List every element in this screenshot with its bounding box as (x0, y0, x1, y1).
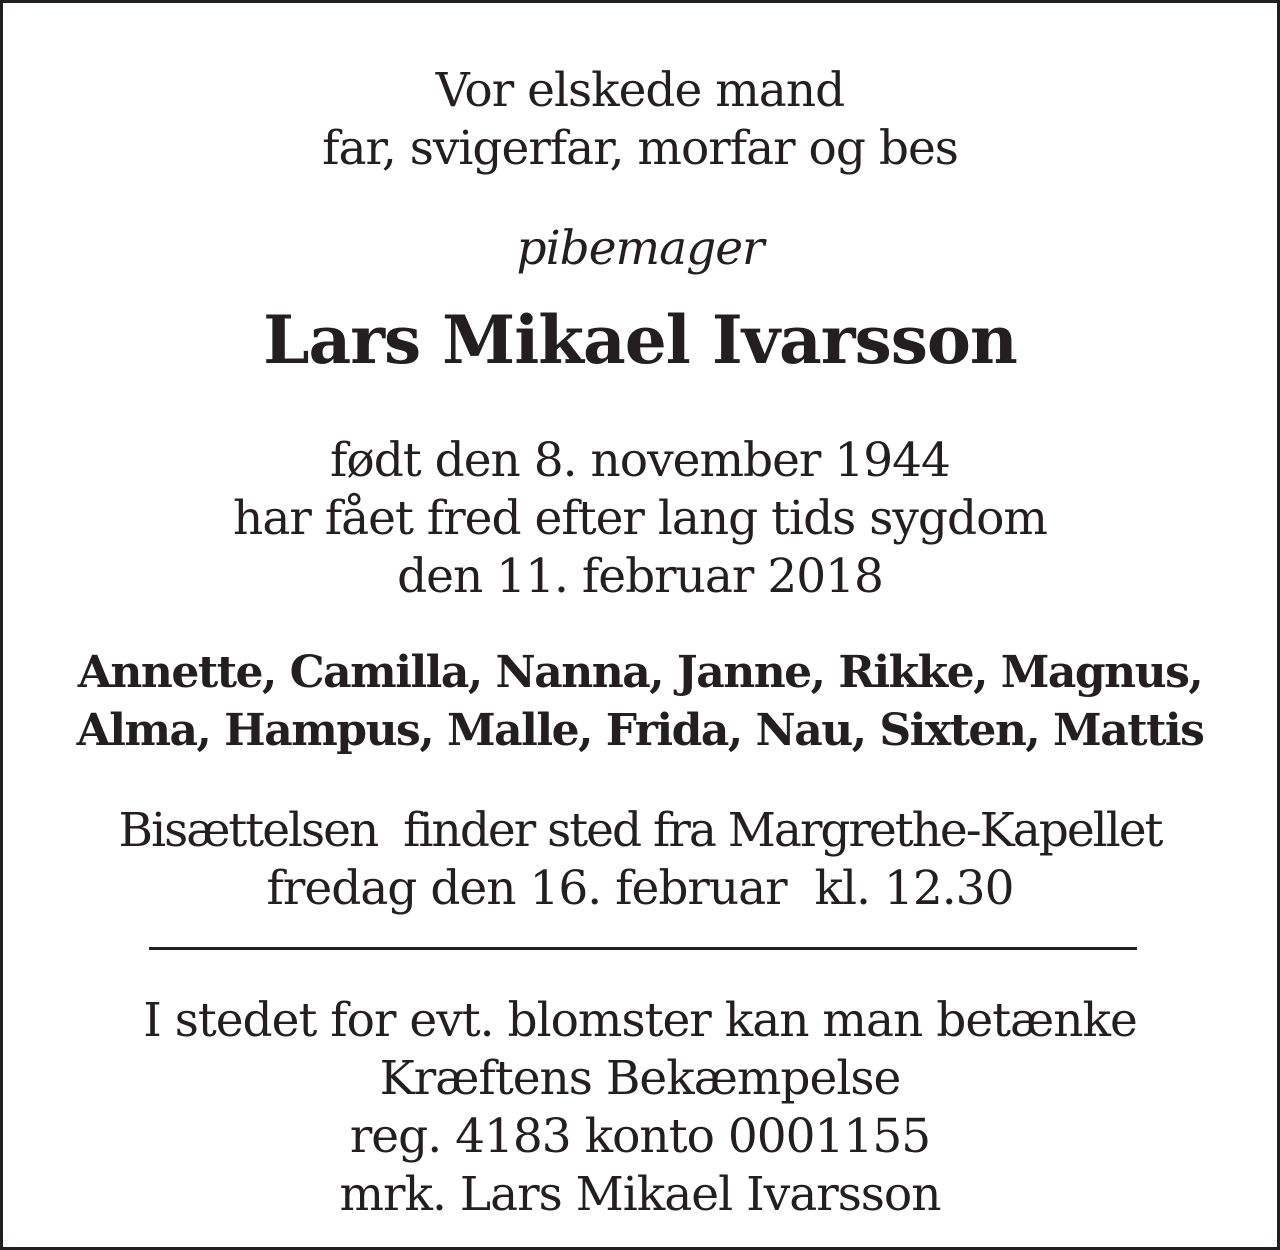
family-names-line-1: Annette, Camilla, Nanna, Janne, Rikke, Magnus, (77, 647, 1203, 698)
family-names-line-2: Alma, Hampus, Malle, Frida, Nau, Sixten, Mattis (76, 705, 1204, 756)
funeral-time: fredag den 16. februar kl. 12.30 (266, 861, 1014, 916)
deceased-name: Lars Mikael Ivarsson (263, 301, 1017, 379)
donation-line-1: I stedet for evt. blomster kan man betænke (143, 993, 1137, 1048)
funeral-location: Bisættelsen finder sted fra Margrethe-Kapellet (118, 803, 1162, 858)
death-date: den 11. februar 2018 (397, 549, 883, 604)
donation-account: reg. 4183 konto 0001155 (349, 1109, 931, 1164)
passing-text: har fået fred efter lang tids sygdom (233, 491, 1047, 546)
donation-reference: mrk. Lars Mikael Ivarsson (339, 1167, 941, 1222)
intro-line-1: Vor elskede mand (435, 63, 845, 118)
divider (149, 947, 1137, 950)
donation-organization: Kræftens Bekæmpelse (379, 1051, 901, 1106)
birth-date: født den 8. november 1944 (330, 433, 950, 488)
intro-line-2: far, svigerfar, morfar og bes (322, 121, 958, 176)
profession: pibemager (516, 221, 764, 276)
